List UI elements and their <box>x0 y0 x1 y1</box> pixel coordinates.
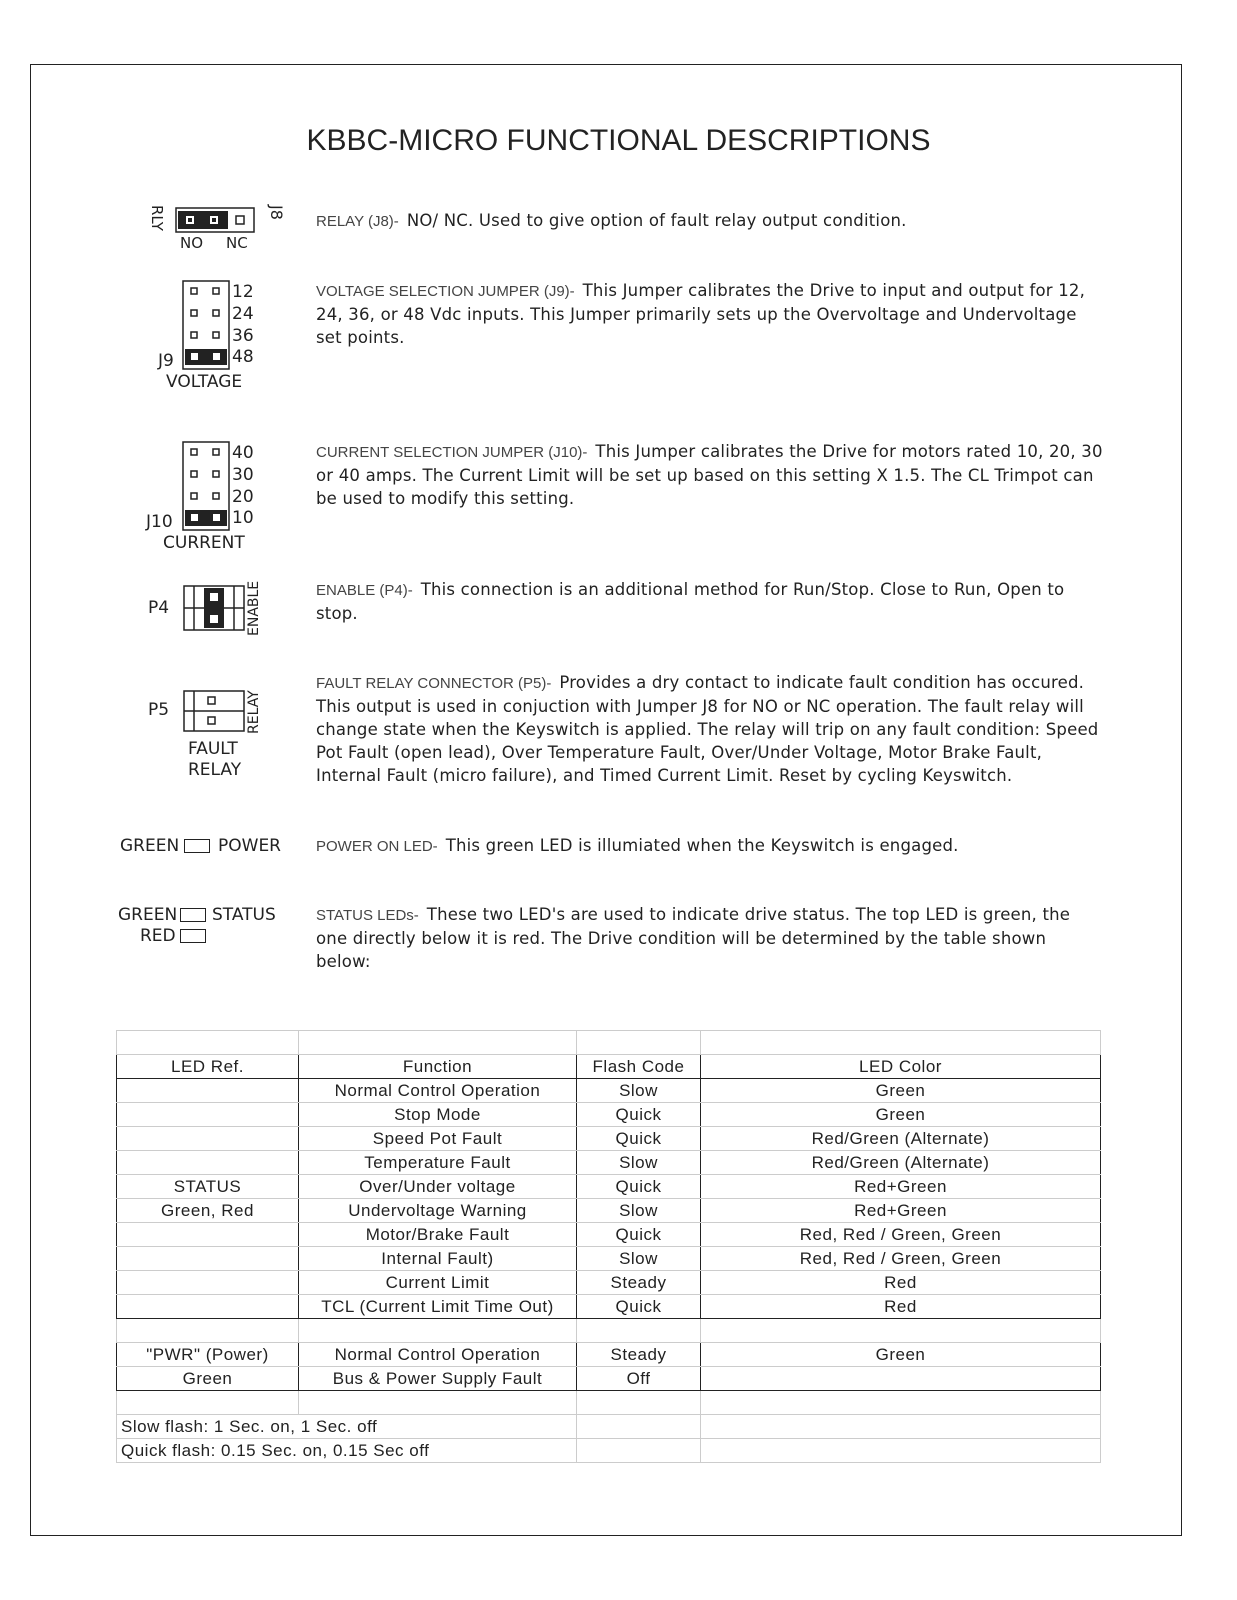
power-led-label: POWER <box>218 836 281 856</box>
relay-jumper-diagram <box>172 206 262 236</box>
power-led-indicator <box>184 839 210 853</box>
enable-connector-diagram <box>182 584 246 634</box>
relay-side-label: RLY <box>148 205 166 231</box>
table-row: Green Bus & Power Supply Fault Off <box>117 1367 1101 1391</box>
table-row: Current Limit Steady Red <box>117 1271 1101 1295</box>
table-row: STATUS Over/Under voltage Quick Red+Green <box>117 1175 1101 1199</box>
status-description-text: These two LED's are used to indicate drive status. The top LED is green, the one directly below it is red. The Drive condition will be determined by the table shown below: <box>316 905 1071 971</box>
table-row: TCL (Current Limit Time Out) Quick Red <box>117 1295 1101 1319</box>
status-led-top-color-label: GREEN <box>118 905 178 925</box>
enable-connector-label: P4 <box>148 598 170 618</box>
current-value-3: 20 <box>232 487 254 507</box>
voltage-value-2: 24 <box>232 304 254 324</box>
relay-description-label: RELAY (J8)- <box>316 213 399 230</box>
status-led-bottom-color-label: RED <box>140 926 176 946</box>
led-status-table <box>116 1030 1101 1463</box>
table-row: Green, Red Undervoltage Warning Slow Red+Green <box>117 1199 1101 1223</box>
current-description-label: CURRENT SELECTION JUMPER (J10)- <box>316 444 588 461</box>
voltage-caption: VOLTAGE <box>166 372 243 392</box>
header-function: Function <box>299 1055 577 1079</box>
page-title: KBBC-MICRO FUNCTIONAL DESCRIPTIONS <box>306 124 931 157</box>
header-flash-code: Flash Code <box>577 1055 701 1079</box>
status-description-label: STATUS LEDs- <box>316 907 419 924</box>
table-row: Normal Control Operation Slow Green <box>117 1079 1101 1103</box>
slow-flash-note: Slow flash: 1 Sec. on, 1 Sec. off <box>117 1415 577 1439</box>
table-note-row <box>117 1415 1101 1439</box>
table-row: Speed Pot Fault Quick Red/Green (Alternate) <box>117 1127 1101 1151</box>
power-led-color-label: GREEN <box>120 836 180 856</box>
table-row: Internal Fault) Slow Red, Red / Green, Green <box>117 1247 1101 1271</box>
current-value-2: 30 <box>232 465 254 485</box>
table-row: "PWR" (Power) Normal Control Operation Steady Green <box>117 1343 1101 1367</box>
quick-flash-note: Quick flash: 0.15 Sec. on, 0.15 Sec off <box>117 1439 577 1463</box>
relay-description-text: NO/ NC. Used to give option of fault relay output condition. <box>406 211 907 230</box>
fault-connector-diagram <box>182 689 246 733</box>
power-description <box>316 834 1106 858</box>
table-spacer-row <box>117 1391 1101 1415</box>
voltage-jumper-diagram <box>183 281 233 371</box>
table-row: Stop Mode Quick Green <box>117 1103 1101 1127</box>
table-header-row <box>117 1055 1101 1079</box>
current-value-1: 40 <box>232 443 254 463</box>
table-spacer-row <box>117 1031 1101 1055</box>
status-description <box>316 903 1106 973</box>
enable-description-text: This connection is an additional method for Run/Stop. Close to Run, Open to stop. <box>316 580 1065 623</box>
relay-jumper-label: J8 <box>267 205 286 220</box>
fault-caption-line-2: RELAY <box>188 760 242 780</box>
voltage-description-label: VOLTAGE SELECTION JUMPER (J9)- <box>316 283 575 300</box>
header-led-color: LED Color <box>701 1055 1101 1079</box>
power-description-label: POWER ON LED- <box>316 838 438 855</box>
voltage-description-text: This Jumper calibrates the Drive to input and output for 12, 24, 36, or 48 Vdc inputs. This Jumper primarily sets up the Overvoltage and Undervoltage set points. <box>316 281 1086 347</box>
current-description-text: This Jumper calibrates the Drive for motors rated 10, 20, 30 or 40 amps. The Current Limit will be set up based on this setting X 1.5. The CL Trimpot can be used to modify this setting. <box>316 442 1103 508</box>
status-led-red-indicator <box>180 929 206 943</box>
header-led-ref: LED Ref. <box>117 1055 299 1079</box>
current-jumper-label: J10 <box>146 512 173 532</box>
status-led-label: STATUS <box>212 905 276 925</box>
fault-description-label: FAULT RELAY CONNECTOR (P5)- <box>316 675 552 692</box>
voltage-value-4: 48 <box>232 347 254 367</box>
voltage-jumper-label: J9 <box>158 351 174 371</box>
current-value-4: 10 <box>232 508 254 528</box>
relay-no-label: NO <box>180 234 204 252</box>
enable-description-label: ENABLE (P4)- <box>316 582 413 599</box>
current-description <box>316 440 1106 510</box>
power-description-text: This green LED is illumiated when the Keyswitch is engaged. <box>445 836 959 855</box>
current-caption: CURRENT <box>163 533 245 553</box>
status-led-green-indicator <box>180 908 206 922</box>
fault-description-text: Provides a dry contact to indicate fault condition has occured. This output is used in conjuction with Jumper J8 for NO or NC operation. The fault relay will change state when the Keyswitch is applied. The relay will trip on any fault condition: Speed Pot Fault (open lead), Over Temperature Fault, Over/Under Voltage, Motor Brake Fault, Internal Fault (micro failure), and Timed Current Limit. Reset by cycling Keyswitch. <box>316 673 1099 785</box>
relay-nc-label: NC <box>226 234 248 252</box>
enable-description <box>316 578 1106 625</box>
voltage-value-1: 12 <box>232 282 254 302</box>
table-row: Temperature Fault Slow Red/Green (Alternate) <box>117 1151 1101 1175</box>
fault-caption-line-1: FAULT <box>188 739 238 759</box>
voltage-description <box>316 279 1106 349</box>
current-jumper-diagram <box>183 442 233 532</box>
fault-side-label: RELAY <box>246 690 262 734</box>
table-spacer-row <box>117 1319 1101 1343</box>
enable-side-label: ENABLE <box>246 580 262 636</box>
fault-connector-label: P5 <box>148 700 170 720</box>
table-row: Motor/Brake Fault Quick Red, Red / Green, Green <box>117 1223 1101 1247</box>
relay-description <box>316 209 1106 233</box>
table-note-row <box>117 1439 1101 1463</box>
fault-description <box>316 671 1106 787</box>
voltage-value-3: 36 <box>232 326 254 346</box>
